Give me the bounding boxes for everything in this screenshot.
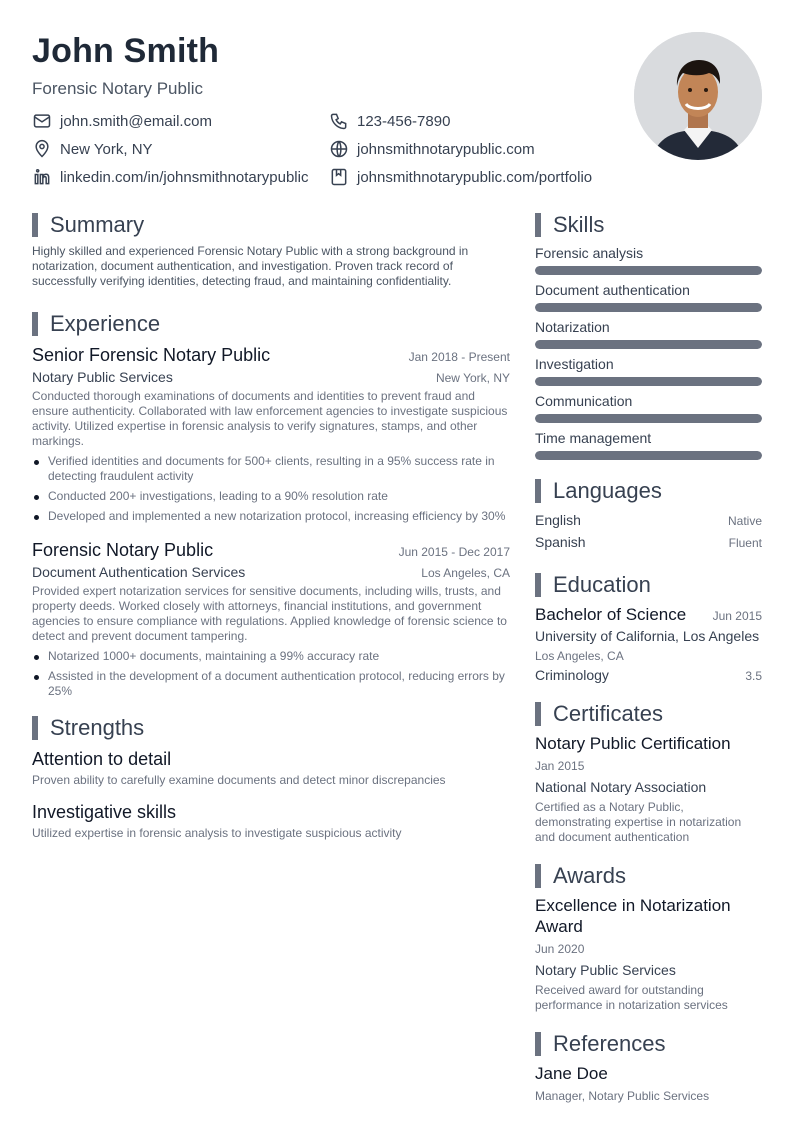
reference-name: Jane Doe: [535, 1064, 608, 1083]
skills-heading-text: Skills: [553, 212, 605, 237]
job-role: Senior Forensic Notary Public: [32, 345, 271, 365]
language-name: English: [535, 512, 581, 528]
references-section: [535, 1031, 762, 1104]
location-pin-icon: [32, 139, 52, 159]
heading-accent-bar: [535, 573, 541, 597]
certificates-heading: [535, 701, 762, 727]
job-bullet: Conducted 200+ investigations, leading to a 90% resolution rate: [32, 489, 510, 504]
certificate-date: Jan 2015: [535, 759, 585, 773]
summary-heading-text: Summary: [50, 212, 145, 237]
strength-item: [32, 800, 510, 841]
skill-level-fill: [535, 451, 762, 460]
heading-accent-bar: [535, 479, 541, 503]
education-date: Jun 2015: [712, 609, 762, 623]
education-school: University of California, Los Angeles: [535, 628, 760, 644]
skill-item: [535, 244, 762, 275]
language-name: Spanish: [535, 534, 586, 550]
awards-section: [535, 863, 762, 1013]
contact-website[interactable]: [329, 138, 629, 160]
experience-heading-text: Experience: [50, 311, 161, 336]
experience-heading: [32, 311, 510, 337]
contact-location: [32, 138, 329, 160]
contact-email-text: john.smith@email.com: [60, 112, 212, 130]
skill-level-bar: [535, 340, 762, 349]
strength-item: [32, 747, 510, 788]
right-column: [535, 212, 762, 1122]
languages-heading-text: Languages: [553, 478, 662, 503]
experience-section: [32, 311, 510, 699]
skill-name: Document authentication: [535, 282, 690, 298]
job-location: Los Angeles, CA: [421, 566, 510, 580]
skill-name: Time management: [535, 430, 652, 446]
job-date: Jan 2018 - Present: [408, 350, 510, 364]
contact-linkedin-text: linkedin.com/in/johnsmithnotarypublic: [60, 168, 309, 186]
award-date: Jun 2020: [535, 942, 585, 956]
skill-level-bar: [535, 414, 762, 423]
award-description: Received award for outstanding performance in notarization services: [535, 983, 728, 1012]
language-level: Native: [727, 514, 762, 528]
certificate-description: Certified as a Notary Public, demonstrating expertise in notarization and document authentication: [535, 800, 742, 844]
strength-description: Utilized expertise in forensic analysis to investigate suspicious activity: [32, 826, 402, 840]
skills-heading: [535, 212, 762, 238]
heading-accent-bar: [535, 864, 541, 888]
skill-name: Communication: [535, 393, 633, 409]
job-bullet: Developed and implemented a new notarization protocol, increasing efficiency by 30%: [32, 509, 510, 524]
summary-section: [32, 212, 510, 289]
reference-position: Manager, Notary Public Services: [535, 1089, 710, 1103]
job-description: Provided expert notarization services for sensitive documents, including wills, trusts, and property deeds. Worked closely with attorneys, financial institutions, and government agencies to ensure compliance with regulations. Applied knowledge of forensic science to detect and prevent document tampering.: [32, 584, 507, 643]
references-heading-text: References: [553, 1031, 666, 1056]
job-role: Forensic Notary Public: [32, 540, 214, 560]
heading-accent-bar: [535, 1032, 541, 1056]
languages-heading: [535, 478, 762, 504]
summary-text: Highly skilled and experienced Forensic Notary Public with a strong background in notarization, document authentication, and investigation. Proven track record of successfully verifying identities, detecting fraud, and maintaining confidentiality.: [32, 244, 469, 288]
job-bullets: [32, 649, 510, 699]
education-heading-text: Education: [553, 572, 651, 597]
education-heading: [535, 572, 762, 598]
candidate-title: Forensic Notary Public: [32, 79, 204, 98]
contact-portfolio[interactable]: [329, 166, 629, 188]
phone-icon: [329, 111, 349, 131]
heading-accent-bar: [32, 312, 38, 336]
skill-item: [535, 318, 762, 349]
strengths-heading-text: Strengths: [50, 715, 145, 740]
strength-description: Proven ability to carefully examine documents and detect minor discrepancies: [32, 773, 446, 787]
skills-section: [535, 212, 762, 460]
job-bullet: Assisted in the development of a document authentication protocol, reducing errors by 25%: [32, 669, 510, 699]
skill-item: [535, 281, 762, 312]
contact-email[interactable]: [32, 110, 329, 132]
skill-level-fill: [535, 266, 762, 275]
strengths-heading: [32, 715, 510, 741]
profile-photo: [634, 32, 762, 160]
skill-level-bar: [535, 266, 762, 275]
skill-item: [535, 392, 762, 423]
job-company: Document Authentication Services: [32, 564, 246, 580]
references-heading: [535, 1031, 762, 1057]
languages-section: [535, 478, 762, 554]
language-level: Fluent: [728, 536, 762, 550]
education-gpa: 3.5: [745, 669, 762, 683]
heading-accent-bar: [535, 213, 541, 237]
skill-name: Investigation: [535, 356, 614, 372]
education-section: [535, 572, 762, 683]
skill-level-bar: [535, 377, 762, 386]
skill-level-fill: [535, 377, 762, 386]
job-date: Jun 2015 - Dec 2017: [398, 545, 510, 559]
email-icon: [32, 111, 52, 131]
contact-portfolio-text: johnsmithnotarypublic.com/portfolio: [357, 168, 593, 186]
heading-accent-bar: [535, 702, 541, 726]
candidate-name: John Smith: [32, 32, 220, 70]
left-column: [32, 212, 510, 853]
certificate-org: National Notary Association: [535, 779, 707, 795]
strengths-section: [32, 715, 510, 841]
skill-level-fill: [535, 340, 762, 349]
job-entry: [32, 343, 510, 524]
linkedin-icon: [32, 167, 52, 187]
skill-level-bar: [535, 303, 762, 312]
heading-accent-bar: [32, 716, 38, 740]
awards-heading-text: Awards: [553, 863, 626, 888]
job-description: Conducted thorough examinations of documents and identities to prevent fraud and ensure authenticity. Collaborated with law enforcement agencies to investigate suspicious activity. Utilized expertise in forensic analysis to verify signatures, stamps, and other markings.: [32, 389, 508, 448]
job-bullets: [32, 454, 510, 524]
portfolio-icon: [329, 167, 349, 187]
globe-icon: [329, 139, 349, 159]
contact-phone[interactable]: [329, 110, 629, 132]
job-bullet: Notarized 1000+ documents, maintaining a 99% accuracy rate: [32, 649, 510, 664]
award-org: Notary Public Services: [535, 962, 676, 978]
job-company: Notary Public Services: [32, 369, 173, 385]
contact-list: [32, 110, 632, 188]
award-title: Excellence in Notarization Award: [535, 896, 731, 936]
contact-phone-text: 123-456-7890: [357, 112, 451, 130]
certificate-title: Notary Public Certification: [535, 734, 731, 753]
skill-level-bar: [535, 451, 762, 460]
resume-header: [32, 30, 632, 188]
job-bullet: Verified identities and documents for 500+ clients, resulting in a 95% success rate in detecting fraudulent activity: [32, 454, 510, 484]
summary-heading: [32, 212, 510, 238]
skill-level-fill: [535, 303, 762, 312]
strength-title: Investigative skills: [32, 802, 177, 822]
education-location: Los Angeles, CA: [535, 649, 624, 663]
skill-name: Notarization: [535, 319, 610, 335]
contact-linkedin[interactable]: [32, 166, 329, 188]
language-item: [535, 510, 762, 532]
job-entry: [32, 538, 510, 699]
skill-item: [535, 355, 762, 386]
heading-accent-bar: [32, 213, 38, 237]
strength-title: Attention to detail: [32, 749, 172, 769]
language-item: [535, 532, 762, 554]
skill-name: Forensic analysis: [535, 245, 644, 261]
contact-location-text: New York, NY: [60, 140, 153, 158]
certificates-heading-text: Certificates: [553, 701, 664, 726]
certificates-section: [535, 701, 762, 845]
education-degree: Bachelor of Science: [535, 605, 687, 624]
education-field: Criminology: [535, 667, 609, 683]
job-location: New York, NY: [435, 371, 510, 385]
skill-item: [535, 429, 762, 460]
awards-heading: [535, 863, 762, 889]
contact-website-text: johnsmithnotarypublic.com: [357, 140, 535, 158]
skill-level-fill: [535, 414, 762, 423]
